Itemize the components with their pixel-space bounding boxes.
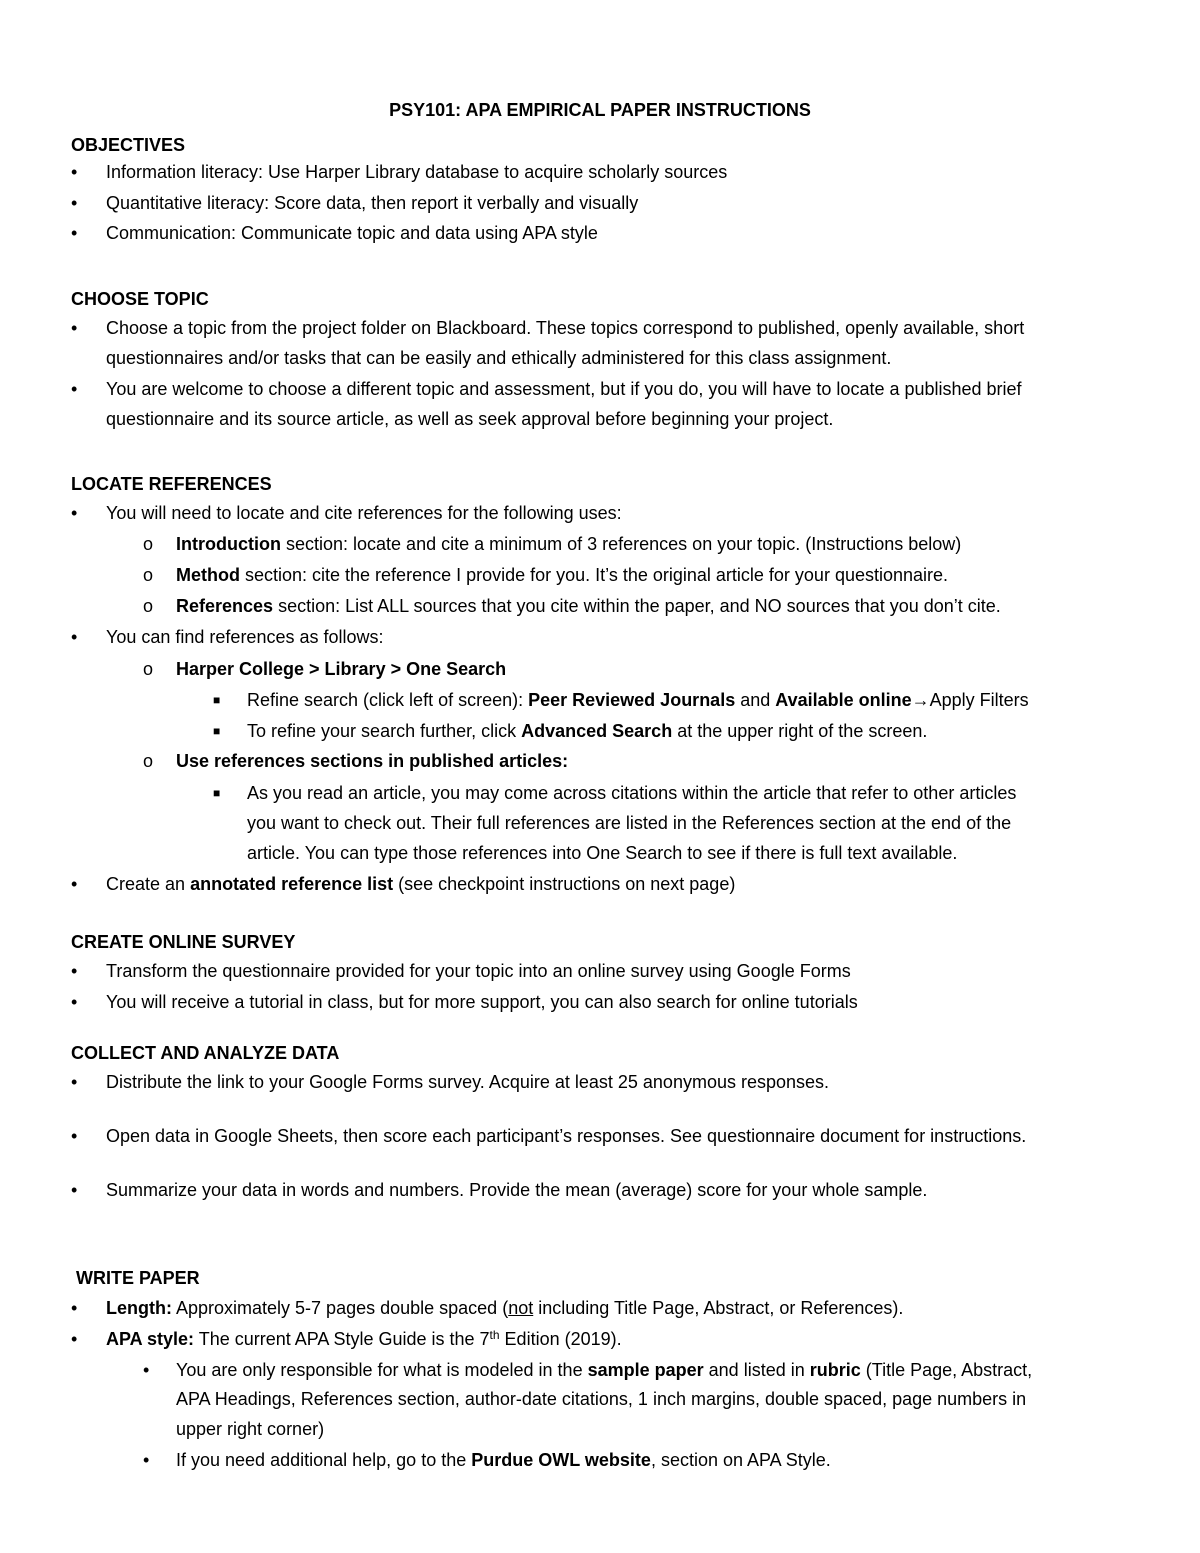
list-item	[106, 1324, 622, 1355]
list-item: Use references sections in published articles:	[176, 751, 569, 771]
list-item: You are welcome to choose a different topic and assessment, but if you do, you will have to locate a published brief	[106, 379, 1022, 399]
bullet-icon: •	[71, 1126, 78, 1146]
responsible-text-end: (Title Page, Abstract,	[860, 1360, 1033, 1380]
collect-data-heading: COLLECT AND ANALYZE DATA	[71, 1043, 340, 1063]
bullet-icon: •	[71, 162, 78, 182]
page-title: PSY101: APA EMPIRICAL PAPER INSTRUCTIONS	[389, 100, 811, 120]
list-item-continuation: questionnaires and/or tasks that can be easily and ethically administered for this class assignment.	[106, 348, 892, 368]
list-item: Quantitative literacy: Score data, then report it verbally and visually	[106, 193, 639, 213]
list-item	[247, 716, 927, 747]
list-item	[176, 1445, 831, 1476]
list-item-continuation: upper right corner)	[176, 1419, 325, 1439]
locate-references-heading: LOCATE REFERENCES	[71, 474, 272, 494]
responsible-connector: and listed in	[703, 1360, 810, 1380]
list-item-continuation: questionnaire and its source article, as well as seek approval before beginning your project.	[106, 409, 834, 429]
bullet-icon: •	[143, 1450, 150, 1470]
bullet-icon: •	[71, 961, 78, 981]
bullet-icon: •	[71, 318, 78, 338]
circle-bullet-icon: o	[143, 751, 154, 771]
list-item: Open data in Google Sheets, then score each participant’s responses. See questionnaire document for instructions.	[106, 1126, 1027, 1146]
list-item: As you read an article, you may come across citations within the article that refer to other articles	[247, 783, 1017, 803]
list-item	[176, 529, 961, 560]
length-label: Length:	[106, 1298, 172, 1318]
apa-text-end: Edition (2019).	[499, 1329, 622, 1349]
list-item	[176, 591, 1001, 622]
list-item: Information literacy: Use Harper Library database to acquire scholarly sources	[106, 162, 728, 182]
list-item: You will receive a tutorial in class, but for more support, you can also search for online tutorials	[106, 992, 858, 1012]
help-text-end: , section on APA Style.	[650, 1450, 831, 1470]
bullet-icon: •	[71, 1180, 78, 1200]
online-survey-heading: CREATE ONLINE SURVEY	[71, 932, 296, 952]
square-bullet-icon: ■	[213, 724, 221, 738]
bullet-icon: •	[71, 193, 78, 213]
intro-text: section: locate and cite a minimum of 3 references on your topic. (Instructions below)	[280, 534, 962, 554]
refine-connector: and	[735, 690, 776, 710]
bullet-icon: •	[71, 992, 78, 1012]
objectives-heading: OBJECTIVES	[71, 135, 186, 155]
further-text: To refine your search further, click	[247, 721, 522, 741]
list-item: Choose a topic from the project folder on Blackboard. These topics correspond to published, openly available, short	[106, 318, 1025, 338]
rubric-label: rubric	[809, 1360, 861, 1380]
list-item-continuation: article. You can type those references into One Search to see if there is full text available.	[247, 843, 958, 863]
apa-text: The current APA Style Guide is the 7	[194, 1329, 490, 1349]
bullet-icon: •	[71, 1298, 78, 1318]
annotated-list-label: annotated reference list	[190, 874, 394, 894]
circle-bullet-icon: o	[143, 596, 154, 616]
bullet-icon: •	[71, 1072, 78, 1092]
length-text-end: including Title Page, Abstract, or References).	[533, 1298, 904, 1318]
refine-text: Refine search (click left of screen):	[247, 690, 529, 710]
references-text: section: List ALL sources that you cite within the paper, and NO sources that you don’t cite.	[273, 596, 1001, 616]
method-text: section: cite the reference I provide for you. It’s the original article for your questionnaire.	[239, 565, 949, 585]
choose-topic-heading: CHOOSE TOPIC	[71, 289, 209, 309]
list-item	[176, 1355, 1032, 1386]
list-item: Communication: Communicate topic and data using APA style	[106, 223, 598, 243]
circle-bullet-icon: o	[143, 565, 154, 585]
create-text-end: (see checkpoint instructions on next page)	[393, 874, 736, 894]
help-text: If you need additional help, go to the	[176, 1450, 472, 1470]
peer-reviewed-label: Peer Reviewed Journals	[528, 690, 736, 710]
advanced-search-label: Advanced Search	[521, 721, 673, 741]
further-text-end: at the upper right of the screen.	[672, 721, 928, 741]
create-text: Create an	[106, 874, 191, 894]
bullet-icon: •	[71, 627, 78, 647]
list-item	[247, 685, 1029, 716]
purdue-owl-label: Purdue OWL website	[471, 1450, 651, 1470]
not-emphasis: not	[508, 1298, 534, 1318]
list-item: Harper College > Library > One Search	[176, 659, 507, 679]
bullet-icon: •	[71, 223, 78, 243]
square-bullet-icon: ■	[213, 786, 221, 800]
list-item	[106, 869, 735, 900]
sample-paper-label: sample paper	[587, 1360, 704, 1380]
length-text: Approximately 5-7 pages double spaced (	[171, 1298, 509, 1318]
list-item: Transform the questionnaire provided for your topic into an online survey using Google Forms	[106, 961, 851, 981]
write-paper-heading: WRITE PAPER	[76, 1268, 200, 1288]
responsible-text: You are only responsible for what is modeled in the	[176, 1360, 588, 1380]
edition-superscript: th	[489, 1328, 500, 1342]
arrow-right-icon: →	[911, 690, 930, 710]
apply-filters-text: Apply Filters	[929, 690, 1029, 710]
bullet-icon: •	[71, 503, 78, 523]
circle-bullet-icon: o	[143, 534, 154, 554]
list-item-continuation: you want to check out. Their full references are listed in the References section at the end of the	[247, 813, 1012, 833]
list-item: You will need to locate and cite references for the following uses:	[106, 503, 622, 523]
bullet-icon: •	[71, 874, 78, 894]
references-label: References	[176, 596, 274, 616]
list-item	[176, 560, 948, 591]
method-label: Method	[176, 565, 240, 585]
bullet-icon: •	[143, 1360, 150, 1380]
intro-label: Introduction	[176, 534, 281, 554]
apa-style-label: APA style:	[106, 1329, 195, 1349]
circle-bullet-icon: o	[143, 659, 154, 679]
list-item-continuation: APA Headings, References section, author-date citations, 1 inch margins, double spaced, page numbers in	[176, 1389, 1027, 1409]
list-item: You can find references as follows:	[106, 627, 384, 647]
bullet-icon: •	[71, 1329, 78, 1349]
list-item	[106, 1293, 903, 1324]
available-online-label: Available online	[775, 690, 912, 710]
bullet-icon: •	[71, 379, 78, 399]
square-bullet-icon: ■	[213, 693, 221, 707]
list-item: Summarize your data in words and numbers. Provide the mean (average) score for your whole sample.	[106, 1180, 928, 1200]
list-item: Distribute the link to your Google Forms survey. Acquire at least 25 anonymous responses.	[106, 1072, 830, 1092]
